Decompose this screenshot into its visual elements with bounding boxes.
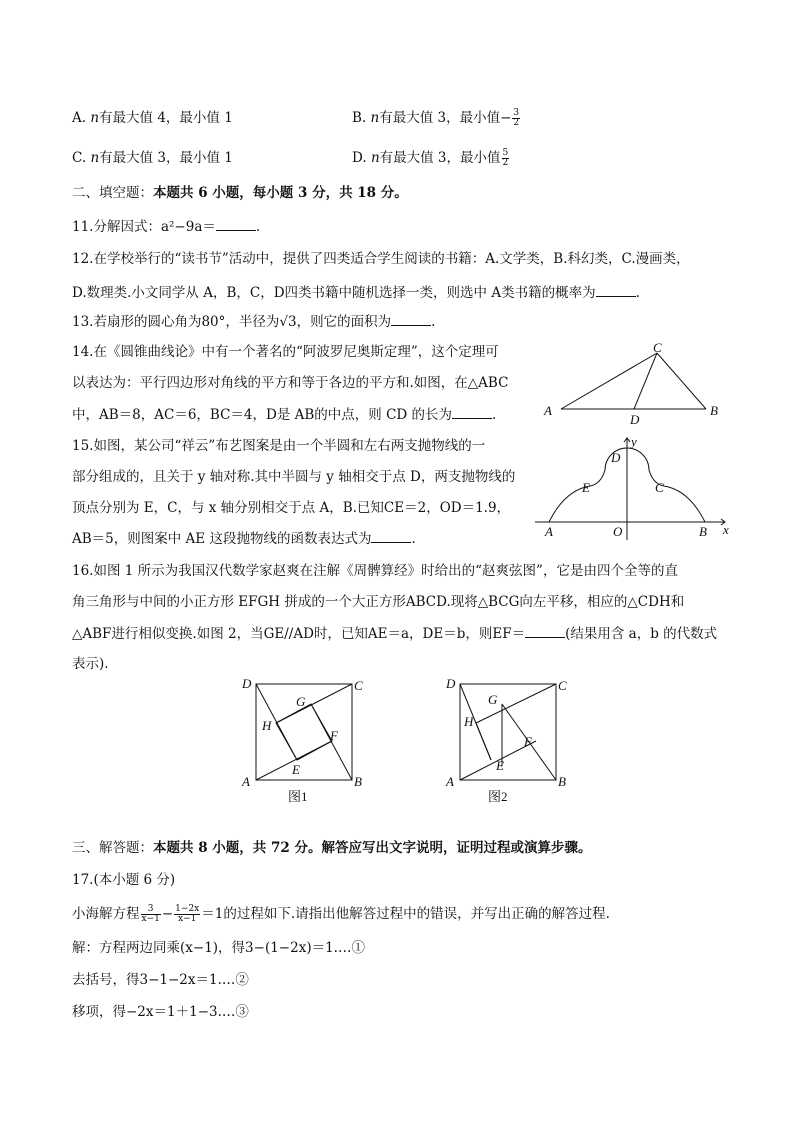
question-14-line1: 14.在《圆锥曲线论》中有一个著名的“阿波罗尼奥斯定理”，这个定理可 xyxy=(72,344,499,360)
question-15-line3: 顶点分别为 E，C，与 x 轴分别相交于点 A，B.已知CE＝2，OD＝1.9， xyxy=(72,500,511,516)
label-F: F xyxy=(524,734,532,749)
question-17-step3: 移项，得−2x＝1＋1−3.…③ xyxy=(72,1004,249,1020)
label-O: O xyxy=(613,524,623,539)
question-16-line4: 表示). xyxy=(72,656,109,672)
label-E: E xyxy=(582,480,590,495)
fraction: $\frac{5}{2}$ xyxy=(502,148,509,168)
label-A: A xyxy=(545,524,553,539)
fraction: $\frac{3}{x-1}$ xyxy=(141,904,160,924)
figure-2-caption: 图2 xyxy=(488,789,508,804)
label-D: D xyxy=(630,412,640,427)
triangle-figure xyxy=(540,340,730,425)
label-G: G xyxy=(296,694,306,709)
label-F: F xyxy=(330,728,338,743)
cloud-figure xyxy=(535,430,735,545)
figure-1-caption: 图1 xyxy=(288,789,308,804)
question-11: 11.分解因式：a²−9a＝ . xyxy=(72,216,260,237)
label-B: B xyxy=(354,774,362,789)
question-15-line4: AB＝5，则图案中 AE 这段抛物线的函数表达式为 . xyxy=(72,528,416,549)
answer-blank[interactable] xyxy=(216,216,256,231)
fraction: $\frac{1-2x}{x-1}$ xyxy=(175,904,200,924)
question-15-line1: 15.如图，某公司“祥云”布艺图案是由一个半圆和左右两支抛物线的一 xyxy=(72,438,486,454)
question-17-head: 17.(本小题 6 分) xyxy=(72,872,176,888)
question-14-line2: 以表达为：平行四边形对角线的平方和等于各边的平方和.如图，在△ABC xyxy=(72,375,509,391)
label-H: H xyxy=(262,718,272,733)
label-C: C xyxy=(354,678,363,693)
answer-blank[interactable] xyxy=(525,623,565,638)
section2-title: 二、填空题：本题共 6 小题，每小题 3 分，共 18 分。 xyxy=(72,185,408,201)
question-16-line1: 16.如图 1 所示为我国汉代数学家赵爽在注解《周髀算经》时给出的“赵爽弦图”，它是由四个全等的直 xyxy=(72,563,678,579)
label-E: E xyxy=(496,758,504,773)
option-c: C. n有最大值 3，最小值 1 xyxy=(72,150,233,166)
label-A: A xyxy=(446,774,454,789)
question-16-line3: △ABF进行相似变换.如图 2，当GE//AD时，已知AE＝a，DE＝b，则EF＝ (结果用含 a，b 的代数式 xyxy=(72,623,717,644)
answer-blank[interactable] xyxy=(391,311,431,326)
label-E: E xyxy=(292,762,300,777)
answer-blank[interactable] xyxy=(371,528,411,543)
question-14-line3: 中，AB＝8，AC＝6，BC＝4，D是 AB的中点，则 CD 的长为 . xyxy=(72,404,496,425)
label-D: D xyxy=(446,676,456,691)
label-B: B xyxy=(710,403,718,418)
option-b: B. n有最大值 3，最小值− $\frac{3}{2}$ xyxy=(352,108,520,128)
label-C: C xyxy=(558,678,567,693)
question-17-statement: 小海解方程 $\frac{3}{x-1}$ − $\frac{1-2x}{x-1}$ ＝1的过程如下.请指出他解答过程中的错误，并写出正确的解答过程. xyxy=(72,904,610,924)
question-12-line2: D.数理类.小文同学从 A，B，C，D四类书籍中随机选择一类，则选中 A类书籍的概率为 . xyxy=(72,282,640,303)
label-H: H xyxy=(464,714,474,729)
question-16-line2: 角三角形与中间的小正方形 EFGH 拼成的一个大正方形ABCD.现将△BCG向左平移，相应的△CDH和 xyxy=(72,594,685,610)
label-B: B xyxy=(699,524,707,539)
label-D: D xyxy=(611,450,621,465)
label-A: A xyxy=(544,403,552,418)
label-D: D xyxy=(242,676,252,691)
label-x: x xyxy=(723,522,729,537)
label-C: C xyxy=(655,480,664,495)
option-a: A. n有最大值 4，最小值 1 xyxy=(72,110,233,126)
label-A: A xyxy=(242,774,250,789)
figure-1 xyxy=(236,676,366,806)
label-B: B xyxy=(558,774,566,789)
label-y: y xyxy=(631,434,637,449)
question-12-line1: 12.在学校举行的“读书节”活动中，提供了四类适合学生阅读的书籍：A.文学类，B.科幻类，C.漫画类， xyxy=(72,251,690,267)
section3-title: 三、解答题：本题共 8 小题，共 72 分。解答应写出文字说明，证明过程或演算步骤。 xyxy=(72,840,592,856)
answer-blank[interactable] xyxy=(452,404,492,419)
question-13: 13.若扇形的圆心角为80°，半径为√3，则它的面积为 . xyxy=(72,311,435,332)
label-C: C xyxy=(653,340,662,355)
label-G: G xyxy=(488,692,498,707)
answer-blank[interactable] xyxy=(596,282,636,297)
option-d: D. n有最大值 3，最小值 $\frac{5}{2}$ xyxy=(352,148,509,168)
question-15-line2: 部分组成的，且关于 y 轴对称.其中半圆与 y 轴相交于点 D，两支抛物线的 xyxy=(72,469,516,485)
figure-2 xyxy=(440,676,570,806)
question-17-step2: 去括号，得3−1−2x＝1.…② xyxy=(72,972,249,988)
fraction: $\frac{3}{2}$ xyxy=(513,108,520,128)
question-17-step1: 解：方程两边同乘(x−1)，得3−(1−2x)＝1.…① xyxy=(72,940,365,956)
